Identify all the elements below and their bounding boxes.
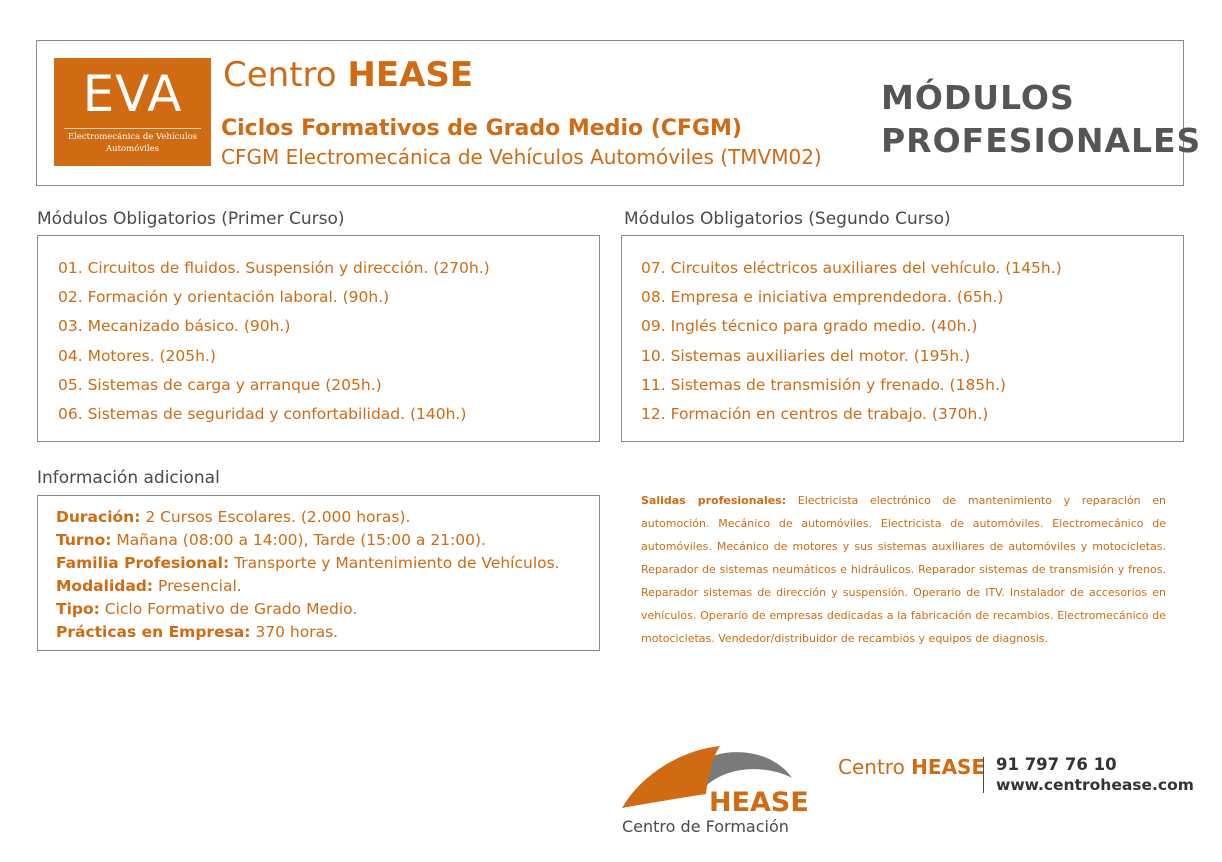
module-item: 10. Sistemas auxiliaries del motor. (195h.) [641, 346, 971, 365]
hease-logo-word: HEASE [709, 787, 809, 818]
eva-logo-subtitle-line1: Electromecánica de Vehículos [67, 132, 198, 142]
header-box [36, 40, 1202, 186]
segundo-curso-list [622, 236, 1183, 429]
info-key: Prácticas en Empresa: [56, 623, 251, 641]
info-row-familia [56, 552, 599, 575]
eva-logo-rule [64, 128, 201, 129]
eva-logo-subtitle [58, 131, 207, 155]
footer-web-link[interactable]: www.centrohease.com [996, 776, 1194, 794]
info-value: Ciclo Formativo de Grado Medio. [99, 600, 358, 618]
centro-name: HEASE [347, 55, 474, 95]
footer-centro [838, 755, 985, 779]
eva-logo-subtitle-line2: Automóviles [106, 144, 159, 154]
info-key: Turno: [56, 531, 112, 549]
footer-phone: 91 797 76 10 [996, 755, 1117, 774]
module-item: 11. Sistemas de transmisión y frenado. (185h.) [641, 375, 1006, 394]
salidas-profesionales [641, 489, 1166, 650]
primer-curso-label: Módulos Obligatorios (Primer Curso) [37, 209, 345, 229]
module-item: 02. Formación y orientación laboral. (90h.) [58, 288, 390, 307]
centro-title [223, 55, 473, 95]
module-item: 03. Mecanizado básico. (90h.) [58, 317, 291, 336]
primer-curso-list [38, 236, 599, 429]
hease-logo [620, 742, 809, 842]
eva-logo [54, 58, 211, 166]
module-item: 06. Sistemas de seguridad y confortabilidad. (140h.) [58, 405, 467, 424]
segundo-curso-label: Módulos Obligatorios (Segundo Curso) [624, 209, 951, 229]
salidas-label: Salidas profesionales: [641, 494, 787, 507]
info-row-duracion [56, 506, 599, 529]
info-row-modalidad [56, 575, 599, 598]
module-item: 05. Sistemas de carga y arranque (205h.) [58, 375, 382, 394]
info-key: Tipo: [56, 600, 100, 618]
info-key: Modalidad: [56, 577, 154, 595]
hease-logo-sub: Centro de Formación [622, 817, 789, 836]
info-label: Información adicional [37, 468, 220, 488]
cfgm-heading: Ciclos Formativos de Grado Medio (CFGM) [221, 116, 742, 141]
module-item: 04. Motores. (205h.) [58, 346, 216, 365]
centro-prefix: Centro [223, 55, 337, 95]
modules-title-line1: MÓDULOS [881, 78, 1075, 117]
info-value: 370 horas. [250, 623, 339, 641]
module-item: 07. Circuitos eléctricos auxiliares del vehículo. (145h.) [641, 259, 1062, 277]
footer-centro-name: HEASE [911, 755, 986, 779]
segundo-curso-box [621, 235, 1184, 442]
modules-title [881, 76, 1201, 162]
info-value: Mañana (08:00 a 14:00), Tarde (15:00 a 21:00). [111, 531, 486, 549]
info-key: Familia Profesional: [56, 554, 230, 572]
footer-divider [983, 757, 984, 793]
info-row-turno [56, 529, 599, 552]
info-value: Transporte y Mantenimiento de Vehículos. [229, 554, 560, 572]
eva-logo-title: EVA [82, 65, 183, 123]
info-row-tipo [56, 598, 599, 621]
module-item: 12. Formación en centros de trabajo. (370h.) [641, 405, 989, 424]
module-item: 01. Circuitos de fluidos. Suspensión y dirección. (270h.) [58, 259, 490, 277]
primer-curso-box [37, 235, 600, 442]
info-key: Duración: [56, 508, 141, 526]
info-value: Presencial. [153, 577, 242, 595]
info-box [37, 495, 600, 651]
module-item: 08. Empresa e iniciativa emprendedora. (65h.) [641, 288, 1004, 307]
salidas-text: Electricista electrónico de mantenimiento y reparación en automoción. Mecánico de automóviles. Electricista de automóviles. Electromecánico de automóviles. Mecánico de motores y sus sistemas auxiliares de automóviles y motocicletas. Reparador de sistemas neumáticos e hidráulicos. Reparador sistemas de transmisión y frenos. Reparador sistemas de dirección y suspensión. Operario de ITV. Instalador de accesorios en vehículos. Operario de empresas dedicadas a la fabricación de recambios. Electromecánico de motocicletas. Vendedor/distribuidor de recambios y equipos de diagnosis. [641, 494, 1166, 645]
module-item: 09. Inglés técnico para grado medio. (40h.) [641, 317, 978, 336]
cfgm-name: CFGM Electromecánica de Vehículos Automóviles (TMVM02) [221, 145, 822, 169]
info-value: 2 Cursos Escolares. (2.000 horas). [140, 508, 411, 526]
footer-centro-prefix: Centro [838, 755, 905, 779]
info-row-practicas [56, 621, 599, 644]
modules-title-line2: PROFESIONALES [881, 121, 1202, 160]
